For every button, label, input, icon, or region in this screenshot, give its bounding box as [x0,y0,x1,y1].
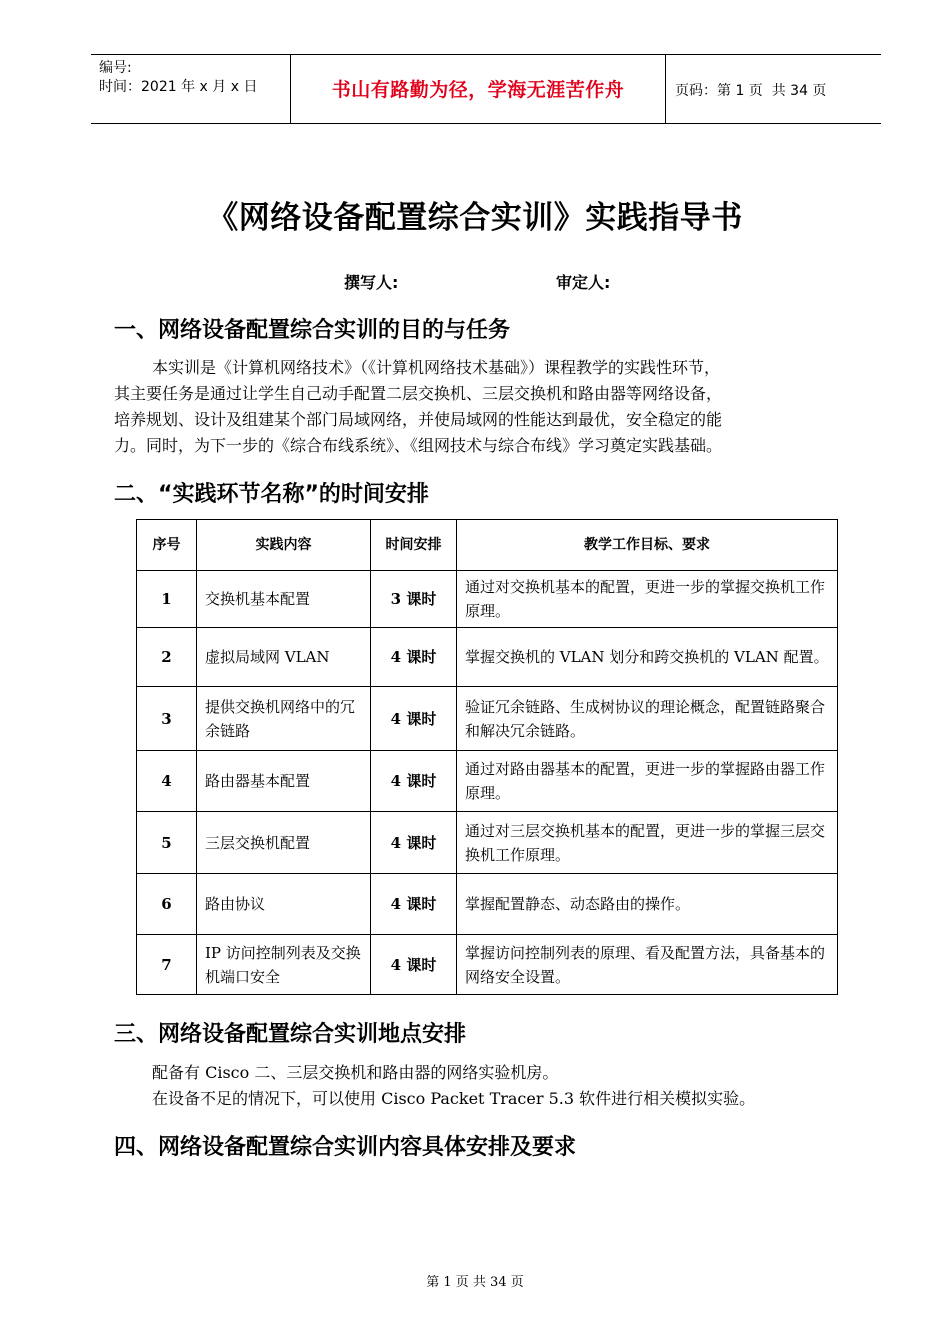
row-goal: 掌握配置静态、动态路由的操作。 [457,874,838,935]
row-goal: 验证冗余链路、生成树协议的理论概念，配置链路聚合和解决冗余链路。 [457,687,838,751]
row-time: 4 课时 [371,687,457,751]
col-header-content: 实践内容 [197,520,371,571]
writer-label: 撰写人: [344,273,399,292]
row-number: 1 [137,571,197,628]
row-content: 提供交换机网络中的冗余链路 [197,687,371,751]
row-goal: 通过对三层交换机基本的配置，更进一步的掌握三层交换机工作原理。 [457,812,838,874]
section-heading-2: 二、“实践环节名称”的时间安排 [114,482,429,507]
header-meta [99,59,257,97]
row-time: 4 课时 [371,874,457,935]
paragraph-line: 本实训是《计算机网络技术》（《计算机网络技术基础》）课程教学的实践性环节， [152,358,721,377]
paragraph-line: 培养规划、设计及组建某个部门局域网络，并使局域网的性能达到最优，安全稳定的能 [114,410,723,429]
page-footer: 第 1 页 共 34 页 [426,1275,524,1290]
row-goal: 掌握交换机的 VLAN 划分和跨交换机的 VLAN 配置。 [457,628,838,687]
section-1-body [114,355,858,459]
paragraph-line: 力。同时，为下一步的《综合布线系统》、《组网技术与综合布线》学习奠定实践基础。 [114,436,723,455]
section-heading-1: 一、网络设备配置综合实训的目的与任务 [114,318,511,343]
document-title: 《网络设备配置综合实训》实践指导书 [207,200,743,236]
reviewer-label: 审定人: [556,273,611,292]
header-page-info: 页码：第 1 页 共 34 页 [675,83,827,99]
row-number: 7 [137,935,197,995]
schedule-table [136,519,838,995]
row-content: IP 访问控制列表及交换机端口安全 [197,935,371,995]
row-goal: 掌握访问控制列表的原理、看及配置方法，具备基本的网络安全设置。 [457,935,838,995]
paragraph-line: 其主要任务是通过让学生自己动手配置二层交换机、三层交换机和路由器等网络设备， [114,384,723,403]
row-content: 虚拟局域网 VLAN [197,628,371,687]
row-time: 3 课时 [371,571,457,628]
table-header-row [137,520,838,571]
col-header-number: 序号 [137,520,197,571]
row-time: 4 课时 [371,751,457,812]
row-time: 4 课时 [371,812,457,874]
row-content: 路由协议 [197,874,371,935]
section-heading-3: 三、网络设备配置综合实训地点安排 [114,1022,467,1047]
row-time: 4 课时 [371,628,457,687]
header-divider [665,55,666,123]
venue-line: 在设备不足的情况下，可以使用 Cisco Packet Tracer 5.3 软件进行相关模拟实验。 [152,1089,756,1108]
col-header-time: 时间安排 [371,520,457,571]
row-number: 5 [137,812,197,874]
row-content: 路由器基本配置 [197,751,371,812]
date-label: 时间：2021 年 x 月 x 日 [99,79,258,95]
table-row [137,687,838,751]
number-label: 编号: [99,60,132,76]
venue-line: 配备有 Cisco 二、三层交换机和路由器的网络实验机房。 [152,1063,559,1082]
row-content: 三层交换机配置 [197,812,371,874]
row-number: 3 [137,687,197,751]
row-content: 交换机基本配置 [197,571,371,628]
table-row [137,571,838,628]
table-row [137,628,838,687]
col-header-goal: 教学工作目标、要求 [457,520,838,571]
table-row [137,874,838,935]
table-row [137,935,838,995]
row-goal: 通过对交换机基本的配置，更进一步的掌握交换机工作原理。 [457,571,838,628]
header-motto: 书山有路勤为径，学海无涯苦作舟 [331,79,625,101]
row-number: 4 [137,751,197,812]
row-number: 6 [137,874,197,935]
page-header [91,54,881,124]
table-row [137,751,838,812]
row-number: 2 [137,628,197,687]
row-time: 4 课时 [371,935,457,995]
table-row [137,812,838,874]
row-goal: 通过对路由器基本的配置，更进一步的掌握路由器工作原理。 [457,751,838,812]
section-heading-4: 四、网络设备配置综合实训内容具体安排及要求 [114,1135,577,1160]
